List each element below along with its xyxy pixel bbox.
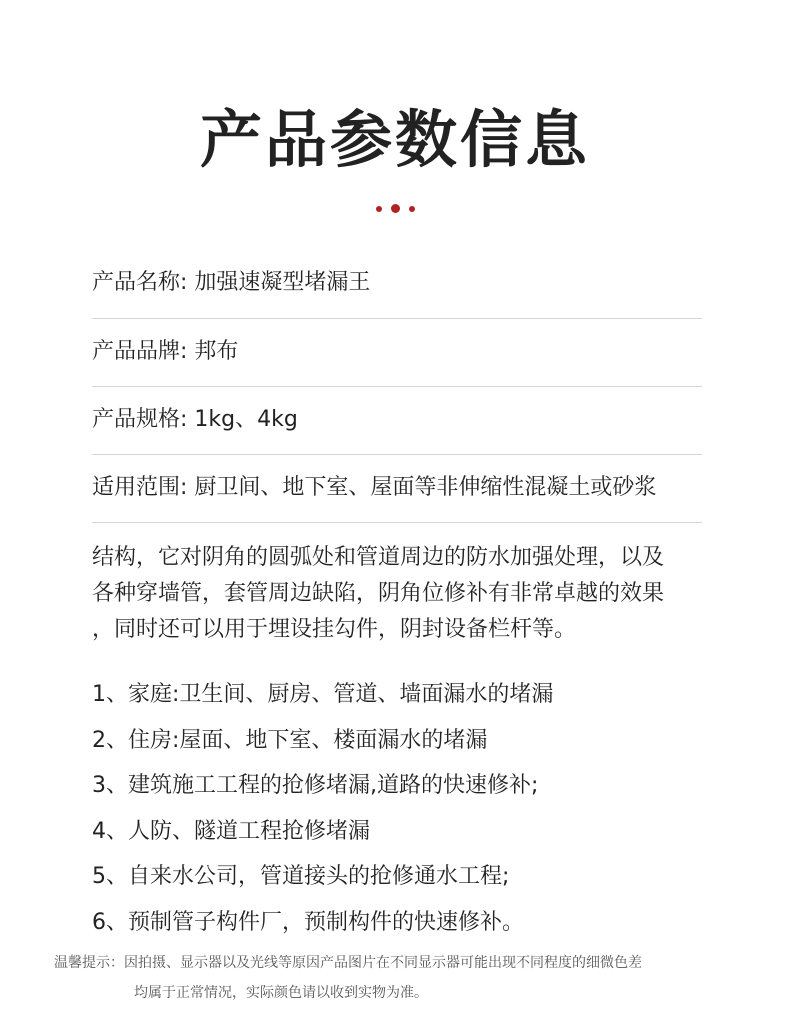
decoration-dot-right [409, 206, 415, 212]
decoration-dot-left [376, 206, 382, 212]
spec-row-scope [92, 473, 702, 503]
product-description [92, 540, 757, 648]
description-line: 各种穿墙管，套管周边缺陷，阴角位修补有非常卓越的效果 [92, 581, 665, 606]
notice [54, 948, 754, 1008]
spec-divider [92, 454, 702, 455]
uses-list [92, 672, 752, 945]
spec-value: 邦布 [194, 339, 239, 364]
notice-line: 均属于正常情况，实际颜色请以收到实物为准。 [134, 985, 428, 1001]
spec-label: 适用范围: [92, 475, 188, 500]
spec-divider [92, 318, 702, 319]
list-item: 1、家庭:卫生间、厨房、管道、墙面漏水的堵漏 [92, 682, 554, 707]
notice-line: 温馨提示：因拍摄、显示器以及光线等原因产品图片在不同显示器可能出现不同程度的细微色差 [54, 955, 642, 971]
spec-value: 1kg、4kg [194, 407, 298, 432]
description-line: 结构，它对阴角的圆弧处和管道周边的防水加强处理，以及 [92, 545, 665, 570]
spec-divider [92, 386, 702, 387]
spec-row-product-name [92, 268, 702, 298]
decoration-dot-center [391, 204, 400, 213]
spec-value: 厨卫间、地下室、屋面等非伸缩性混凝土或砂浆 [194, 475, 657, 500]
spec-label: 产品名称: [92, 270, 188, 295]
spec-divider [92, 522, 702, 523]
list-item: 4、人防、隧道工程抢修堵漏 [92, 818, 370, 844]
spec-label: 产品品牌: [92, 339, 188, 364]
spec-label: 产品规格: [92, 407, 188, 432]
page-title: 产品参数信息 [199, 103, 590, 176]
list-item: 3、建筑施工工程的抢修堵漏,道路的快速修补; [92, 773, 539, 798]
list-item: 2、住房:屋面、地下室、楼面漏水的堵漏 [92, 727, 488, 753]
title-decoration-dots [0, 198, 790, 210]
spec-row-brand [92, 337, 702, 367]
list-item: 5、自来水公司，管道接头的抢修通水工程; [92, 864, 510, 889]
description-line: ，同时还可以用于埋设挂勾件，阴封设备栏杆等。 [92, 617, 577, 642]
spec-value: 加强速凝型堵漏王 [194, 270, 371, 295]
spec-row-size [92, 405, 702, 435]
list-item: 6、预制管子构件厂，预制构件的快速修补。 [92, 909, 524, 935]
